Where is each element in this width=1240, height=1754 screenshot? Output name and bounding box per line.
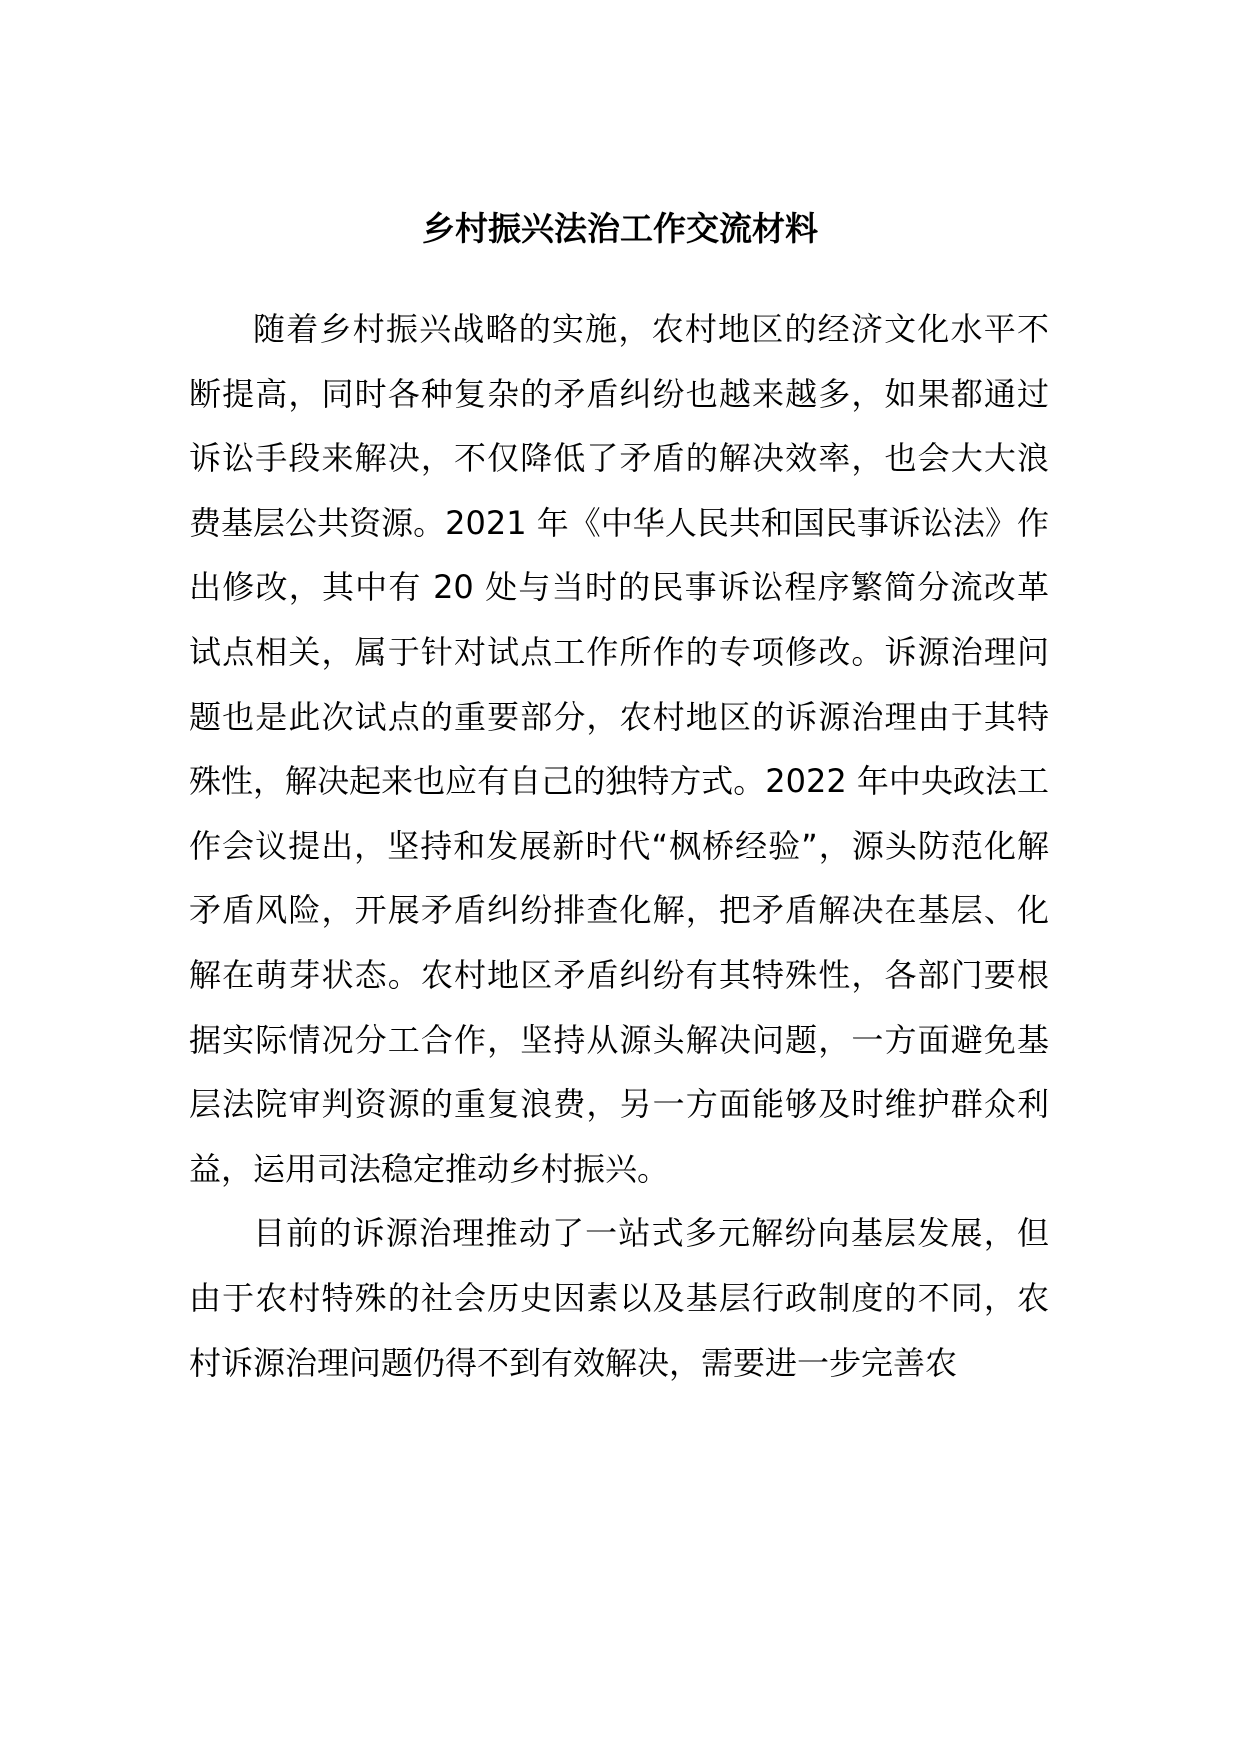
document-body — [189, 297, 1049, 1395]
body-paragraph: 目前的诉源治理推动了一站式多元解纷向基层发展，但由于农村特殊的社会历史因素以及基层行政制度的不同，农村诉源治理问题仍得不到有效解决，需要进一步完善农 — [189, 1214, 1049, 1382]
body-paragraph: 随着乡村振兴战略的实施，农村地区的经济文化水平不断提高，同时各种复杂的矛盾纠纷也越来越多，如果都通过诉讼手段来解决，不仅降低了矛盾的解决效率，也会大大浪费基层公共资源。2021 年《中华人民共和国民事诉讼法》作出修改，其中有 20 处与当时的民事诉讼程序繁简分流改革试点相关，属于针对试点工作所作的专项修改。诉源治理问题也是此次试点的重要部分，农村地区的诉源治理由于其特殊性，解决起来也应有自己的独特方式。2022 年中央政法工作会议提出，坚持和发展新时代“枫桥经验”，源头防范化解矛盾风险，开展矛盾纠纷排查化解，把矛盾解决在基层、化解在萌芽状态。农村地区矛盾纠纷有其特殊性，各部门要根据实际情况分工合作，坚持从源头解决问题，一方面避免基层法院审判资源的重复浪费，另一方面能够及时维护群众利益，运用司法稳定推动乡村振兴。 — [189, 310, 1049, 1188]
document-title: 乡村振兴法治工作交流材料 — [422, 209, 818, 248]
